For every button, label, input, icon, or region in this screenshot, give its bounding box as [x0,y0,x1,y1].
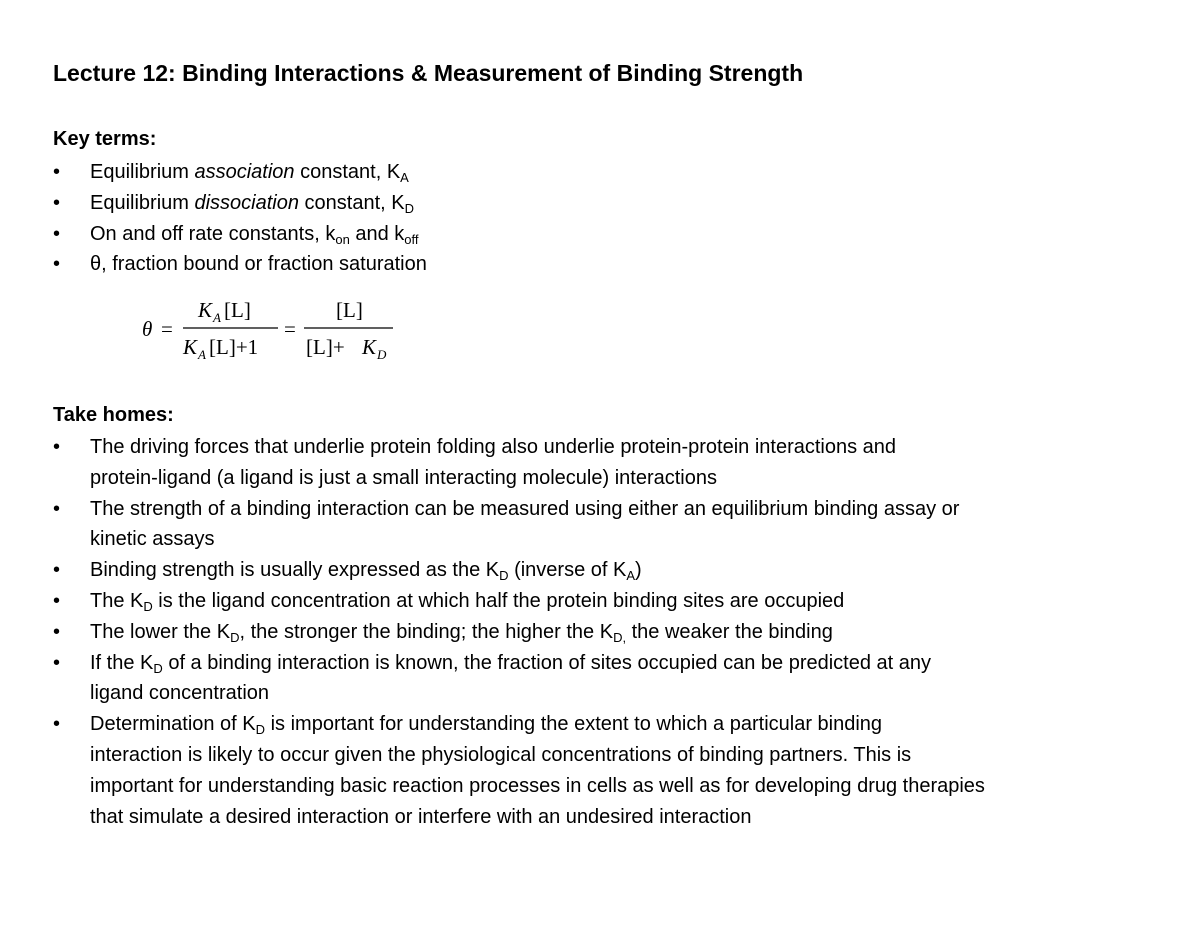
term-text: Equilibrium [90,191,195,214]
take-homes-heading: Take homes: [53,404,174,426]
numerator-rest: [L] [224,298,251,322]
list-item [53,709,985,832]
list-item [53,555,985,586]
list-item [53,188,427,219]
bullet-icon: • [53,253,61,276]
term-subscript: on [335,231,350,247]
bullet-icon: • [53,651,61,674]
item-text: kinetic assays [90,528,215,551]
item-text: interaction is likely to occur given the physiological concentrations of binding partners. This is [90,743,912,766]
item-text: the weaker the binding [626,620,833,643]
item-subscript: D, [613,629,627,645]
bullet-icon: • [53,436,61,458]
bullet-icon: • [53,713,61,736]
item-subscript: A [626,568,636,584]
term-emphasis: dissociation [194,191,299,214]
item-text: The lower the K [90,620,231,643]
item-text: , the stronger the binding; the higher the K [239,620,614,643]
list-item [53,219,427,250]
item-text: The strength of a binding interaction can be measured using either an equilibrium binding assay or [90,497,960,520]
denominator-rest: [L]+ [306,335,345,359]
bullet-icon: • [53,191,61,214]
item-text: ) [635,559,642,582]
fraction-bound-formula [140,290,420,370]
item-subscript: D [230,629,240,645]
bullet-icon: • [53,161,61,183]
item-text: Binding strength is usually expressed as the K [90,559,500,582]
term-text: Equilibrium [90,161,195,183]
item-text: ligand concentration [90,682,270,705]
bullet-icon: • [53,497,61,520]
item-text: The driving forces that underlie protein folding also underlie protein-protein interactions and [90,436,897,458]
item-text: The K [90,589,144,612]
list-item [53,432,985,494]
denominator-rest: [L]+1 [209,335,259,359]
term-text: constant, K [299,191,405,214]
list-item [53,494,985,556]
term-emphasis: association [194,161,295,183]
list-item [53,617,985,648]
key-terms-list [53,157,427,280]
numerator-l: [L] [336,298,363,322]
item-text: protein-ligand (a ligand is just a small interacting molecule) interactions [90,466,717,489]
bullet-icon: • [53,589,61,612]
term-text: and k [349,222,405,245]
list-item [53,586,985,617]
denominator-k: K [362,335,377,359]
item-text: of a binding interaction is known, the fraction of sites occupied can be predicted at any [162,651,932,674]
item-text: that simulate a desired interaction or interfere with an undesired interaction [90,805,752,828]
denominator-k-subscript: D [377,347,387,362]
term-text: constant, K [294,161,401,183]
item-text: is the ligand concentration at which half the protein binding sites are occupied [152,589,845,612]
list-item [53,648,985,710]
item-subscript: D [143,598,153,614]
bullet-icon: • [53,559,61,582]
term-subscript: A [400,170,409,185]
item-text: If the K [90,651,154,674]
item-text: Determination of K [90,713,256,736]
page-title: Lecture 12: Binding Interactions & Measurement of Binding Strength [53,60,804,86]
bullet-icon: • [53,620,61,643]
bullet-icon: • [53,222,61,245]
term-text: On and off rate constants, k [90,222,336,245]
term-subscript: D [404,200,415,216]
equals-sign: = [284,317,296,341]
list-item [53,249,427,280]
denominator-k: K [183,335,198,359]
item-subscript: D [255,722,266,738]
item-subscript: D [153,660,163,676]
item-text: important for understanding basic reaction processes in cells as well as for developing drug therapies [90,774,985,797]
equals-sign: = [161,317,173,341]
denominator-k-subscript: A [198,347,206,362]
numerator-k: K [198,298,213,322]
item-subscript: D [499,568,509,584]
term-subscript: off [404,231,419,247]
item-text: (inverse of K [508,559,627,582]
term-text: θ, fraction bound or fraction saturation [90,253,427,276]
item-text: is important for understanding the extent to which a particular binding [265,713,883,736]
key-terms-heading: Key terms: [53,128,157,150]
list-item [53,157,427,188]
theta-symbol: θ [142,317,153,341]
numerator-k-subscript: A [213,310,221,325]
take-homes-list [53,432,985,832]
